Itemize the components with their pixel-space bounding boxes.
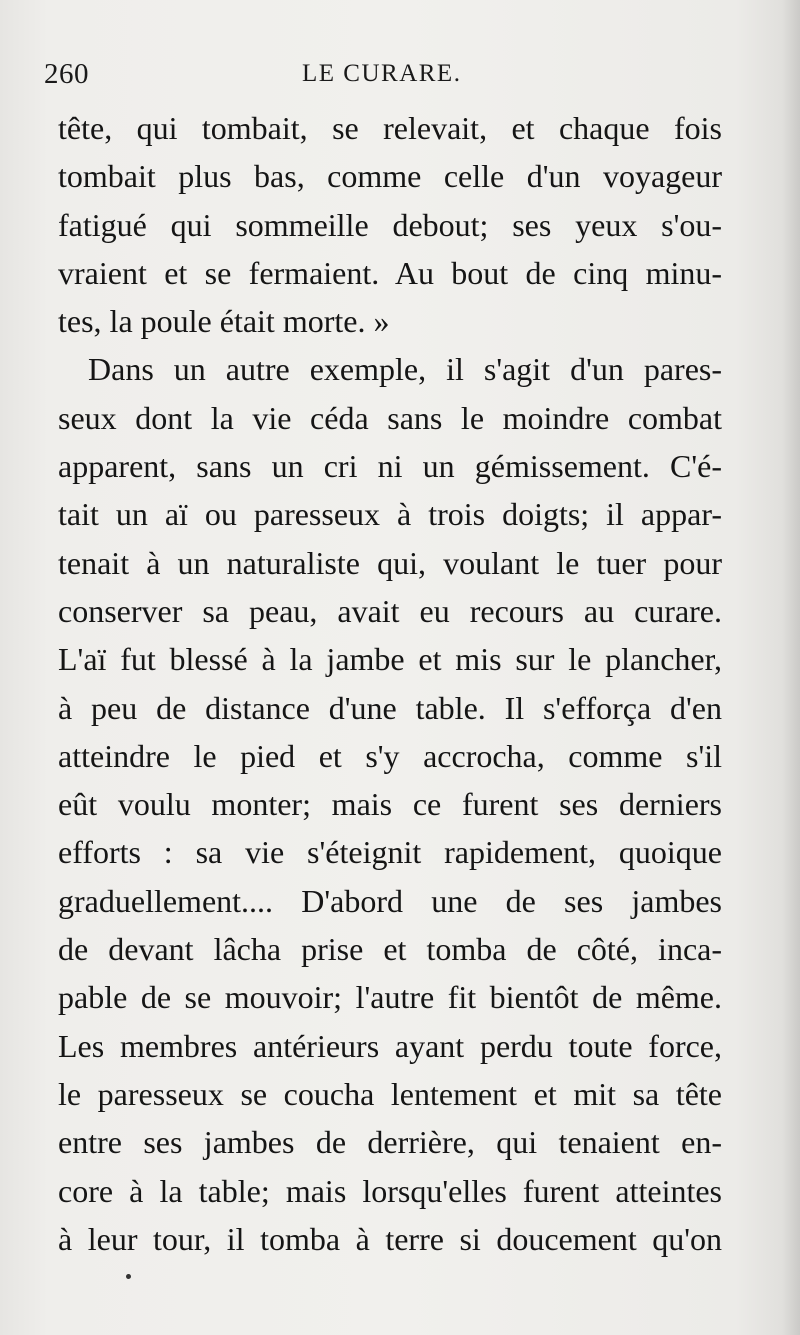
text-line: apparent, sans un cri ni un gémissement. C'é-: [58, 448, 722, 485]
text-line: atteindre le pied et s'y accrocha, comme s'il: [58, 737, 722, 774]
text-line: de devant lâcha prise et tomba de côté, inca-: [58, 931, 722, 968]
text-line: tait un aï ou paresseux à trois doigts; il appar-: [58, 496, 722, 533]
text-line: L'aï fut blessé à la jambe et mis sur le plancher,: [58, 641, 722, 678]
text-line: à leur tour, il tomba à terre si doucement qu'on: [58, 1220, 722, 1257]
text-line: tes, la poule était morte. »: [58, 303, 390, 340]
page-edge-shadow: [782, 0, 800, 1335]
running-title: LE CURARE.: [302, 60, 462, 87]
text-line: fatigué qui sommeille debout; ses yeux s'ou-: [58, 206, 722, 243]
text-line: conserver sa peau, avait eu recours au curare.: [58, 592, 722, 629]
text-line: tombait plus bas, comme celle d'un voyageur: [58, 158, 722, 195]
text-line: tête, qui tombait, se relevait, et chaque fois: [58, 110, 722, 146]
text-line: le paresseux se coucha lentement et mit sa tête: [58, 1075, 722, 1112]
text-line: efforts : sa vie s'éteignit rapidement, quoique: [58, 834, 722, 871]
text-line: à peu de distance d'une table. Il s'efforça d'en: [58, 689, 722, 726]
text-line: Dans un autre exemple, il s'agit d'un pares-: [88, 351, 722, 388]
text-line: seux dont la vie céda sans le moindre combat: [58, 399, 722, 436]
text-line: entre ses jambes de derrière, qui tenaient en-: [58, 1124, 722, 1161]
text-line: tenait à un naturaliste qui, voulant le tuer pour: [58, 544, 722, 581]
page-number: 260: [44, 58, 89, 90]
page-header: [44, 58, 724, 98]
text-line: pable de se mouvoir; l'autre fit bientôt de même.: [58, 979, 722, 1016]
text-line: vraient et se fermaient. Au bout de cinq minu-: [58, 254, 722, 291]
text-line: eût voulu monter; mais ce furent ses derniers: [58, 786, 722, 823]
text-line: graduellement.... D'abord une de ses jambes: [58, 882, 722, 919]
text-line: core à la table; mais lorsqu'elles furent atteintes: [58, 1172, 722, 1209]
text-line: Les membres antérieurs ayant perdu toute force,: [58, 1027, 722, 1064]
body-text: [58, 104, 722, 1263]
ink-speck: [126, 1274, 131, 1279]
